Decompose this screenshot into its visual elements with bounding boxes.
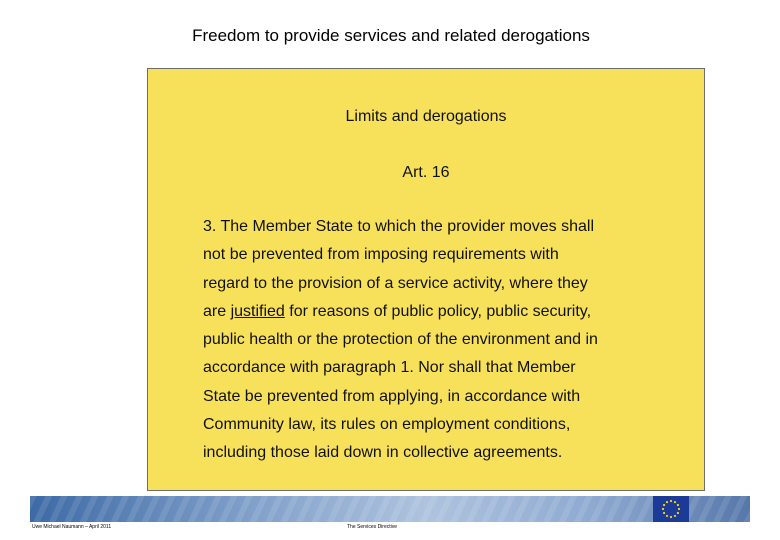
flag-star [677, 504, 679, 506]
derogations-panel [147, 68, 705, 491]
footer-title: The Services Directive [347, 524, 398, 530]
line-prefix: are [203, 302, 231, 320]
footer-band [30, 496, 750, 522]
footer-author: Uwe Michael Naumann – April 2011 [32, 524, 112, 530]
flag-star [674, 501, 676, 503]
paragraph-line: State be prevented from applying, in accordance with [203, 387, 581, 405]
article-paragraph [203, 213, 673, 468]
flag-star [677, 512, 679, 514]
flag-star [678, 508, 680, 510]
paragraph-line: not be prevented from imposing requirements with [203, 246, 559, 264]
paragraph-line: including those laid down in collective agreements. [203, 444, 563, 462]
line-suffix: for reasons of public policy, public security, [284, 302, 592, 320]
flag-star [674, 515, 676, 517]
flag-star [663, 504, 665, 506]
flag-star [663, 512, 665, 514]
slide-title: Freedom to provide services and related derogations [192, 26, 590, 45]
paragraph-line: regard to the provision of a service activity, where they [203, 274, 588, 292]
article-number: Art. 16 [402, 164, 450, 181]
eu-flag-icon [653, 496, 689, 522]
flag-star [670, 516, 672, 518]
justified-underlined-word: justified [230, 302, 285, 320]
flag-star [666, 501, 668, 503]
paragraph-line: 3. The Member State to which the provider moves shall [203, 218, 594, 235]
panel-heading: Limits and derogations [345, 108, 507, 125]
flag-star [662, 508, 664, 510]
paragraph-line [203, 298, 673, 326]
paragraph-line: Community law, its rules on employment conditions, [203, 416, 571, 434]
paragraph-line: public health or the protection of the environment and in [203, 331, 598, 349]
flag-star [666, 515, 668, 517]
paragraph-line: accordance with paragraph 1. Nor shall that Member [203, 359, 576, 377]
flag-star [670, 500, 672, 502]
